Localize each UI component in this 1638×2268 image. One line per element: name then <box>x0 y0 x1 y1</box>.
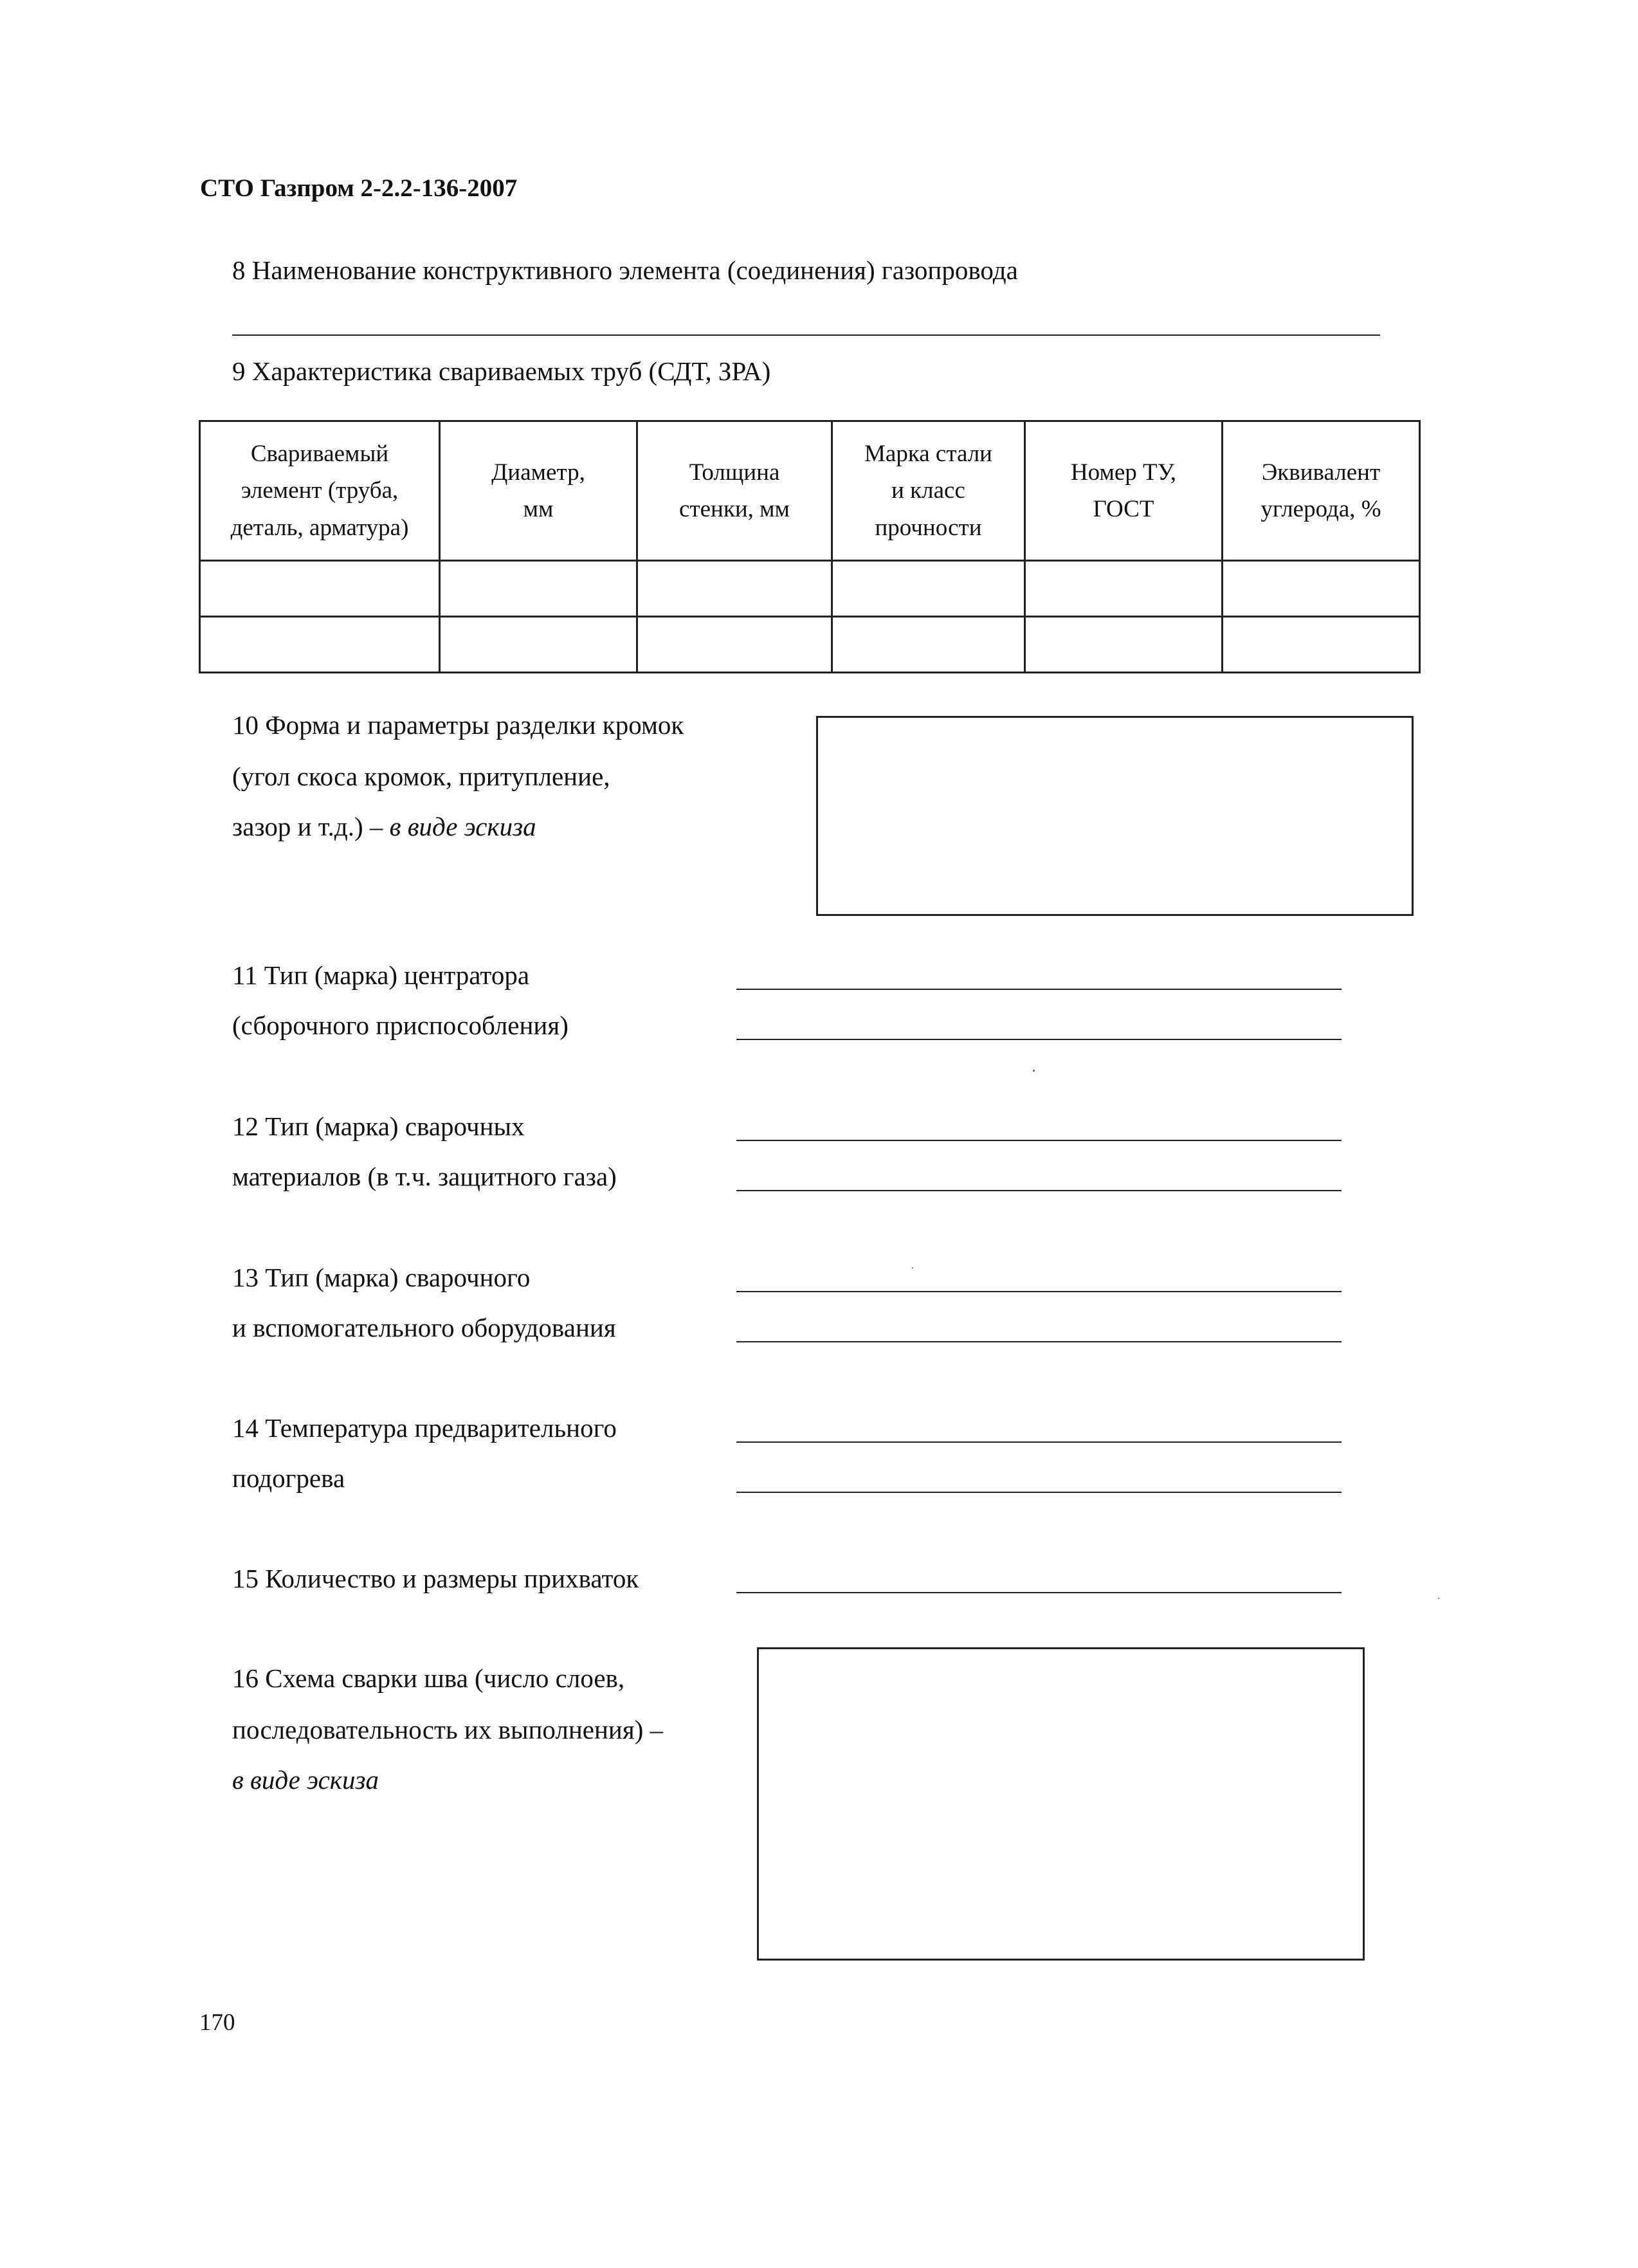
document-code-header: СТО Газпром 2-2.2-136-2007 <box>200 174 518 202</box>
item-10-line-1: 10 Форма и параметры разделки кромок <box>232 710 684 740</box>
item-11-line-2: (сборочного приспособления) <box>232 1011 569 1040</box>
item-8-label: 8 Наименование конструктивного элемента (соединения) газопровода <box>232 255 1018 285</box>
item-11-line-1: 11 Тип (марка) центратора <box>232 960 530 990</box>
item-12-fill-line-2[interactable] <box>736 1190 1342 1191</box>
item-10-line-3: зазор и т.д.) – в виде эскиза <box>232 812 536 841</box>
table-cell[interactable] <box>1025 617 1223 673</box>
table-header-row <box>200 421 1420 561</box>
item-14-line-1: 14 Температура предварительного <box>232 1413 617 1443</box>
sketch-note: в виде эскиза <box>389 812 536 841</box>
scan-speck <box>912 1267 913 1268</box>
header-cell-steel-grade: Марка стали и класс прочности <box>832 421 1025 561</box>
item-16-line-1: 16 Схема сварки шва (число слоев, <box>232 1663 625 1693</box>
table-cell[interactable] <box>1025 561 1223 617</box>
item-16-line-2: последовательность их выполнения) – <box>232 1715 664 1744</box>
item-14-fill-line-1[interactable] <box>736 1441 1342 1443</box>
table-cell[interactable] <box>1223 617 1420 673</box>
table-row <box>200 617 1420 673</box>
table-cell[interactable] <box>832 617 1025 673</box>
item-12-line-1: 12 Тип (марка) сварочных <box>232 1111 525 1141</box>
item-9-label: 9 Характеристика свариваемых труб (СДТ, ЗРА) <box>232 356 771 386</box>
scan-speck <box>1438 1598 1439 1599</box>
item-11-fill-line-2[interactable] <box>736 1039 1342 1040</box>
table-cell[interactable] <box>200 561 440 617</box>
table-cell[interactable] <box>1223 561 1420 617</box>
item-14-fill-line-2[interactable] <box>736 1492 1342 1493</box>
table-row <box>200 561 1420 617</box>
table-cell[interactable] <box>637 617 832 673</box>
table-cell[interactable] <box>440 561 637 617</box>
header-cell-diameter: Диаметр, мм <box>440 421 637 561</box>
header-cell-standard: Номер ТУ, ГОСТ <box>1025 421 1223 561</box>
table-cell[interactable] <box>200 617 440 673</box>
table-cell[interactable] <box>637 561 832 617</box>
sketch-note: в виде эскиза <box>232 1765 379 1795</box>
welded-pipes-table <box>199 420 1421 673</box>
header-cell-welded-element: Свариваемый элемент (труба, деталь, арматура) <box>200 421 440 561</box>
header-cell-wall-thickness: Толщина стенки, мм <box>637 421 832 561</box>
item-13-fill-line-1[interactable] <box>736 1291 1342 1292</box>
welding-scheme-sketch-box[interactable] <box>757 1647 1365 1961</box>
item-8-fill-line[interactable] <box>232 334 1380 336</box>
item-13-line-1: 13 Тип (марка) сварочного <box>232 1263 531 1292</box>
edge-preparation-sketch-box[interactable] <box>816 716 1414 916</box>
item-10-line-2: (угол скоса кромок, притупление, <box>232 762 610 791</box>
table-cell[interactable] <box>832 561 1025 617</box>
item-15-line-1: 15 Количество и размеры прихваток <box>232 1564 639 1593</box>
item-14-line-2: подогрева <box>232 1463 345 1493</box>
header-cell-carbon-equivalent: Эквивалент углерода, % <box>1223 421 1420 561</box>
item-13-line-2: и вспомогательного оборудования <box>232 1313 616 1342</box>
item-13-fill-line-2[interactable] <box>736 1341 1342 1342</box>
table-cell[interactable] <box>440 617 637 673</box>
item-15-fill-line[interactable] <box>736 1592 1342 1593</box>
page-number: 170 <box>199 2009 235 2036</box>
item-11-fill-line-1[interactable] <box>736 989 1342 990</box>
item-12-fill-line-1[interactable] <box>736 1140 1342 1141</box>
item-12-line-2: материалов (в т.ч. защитного газа) <box>232 1162 617 1191</box>
scan-speck <box>1033 1070 1035 1072</box>
